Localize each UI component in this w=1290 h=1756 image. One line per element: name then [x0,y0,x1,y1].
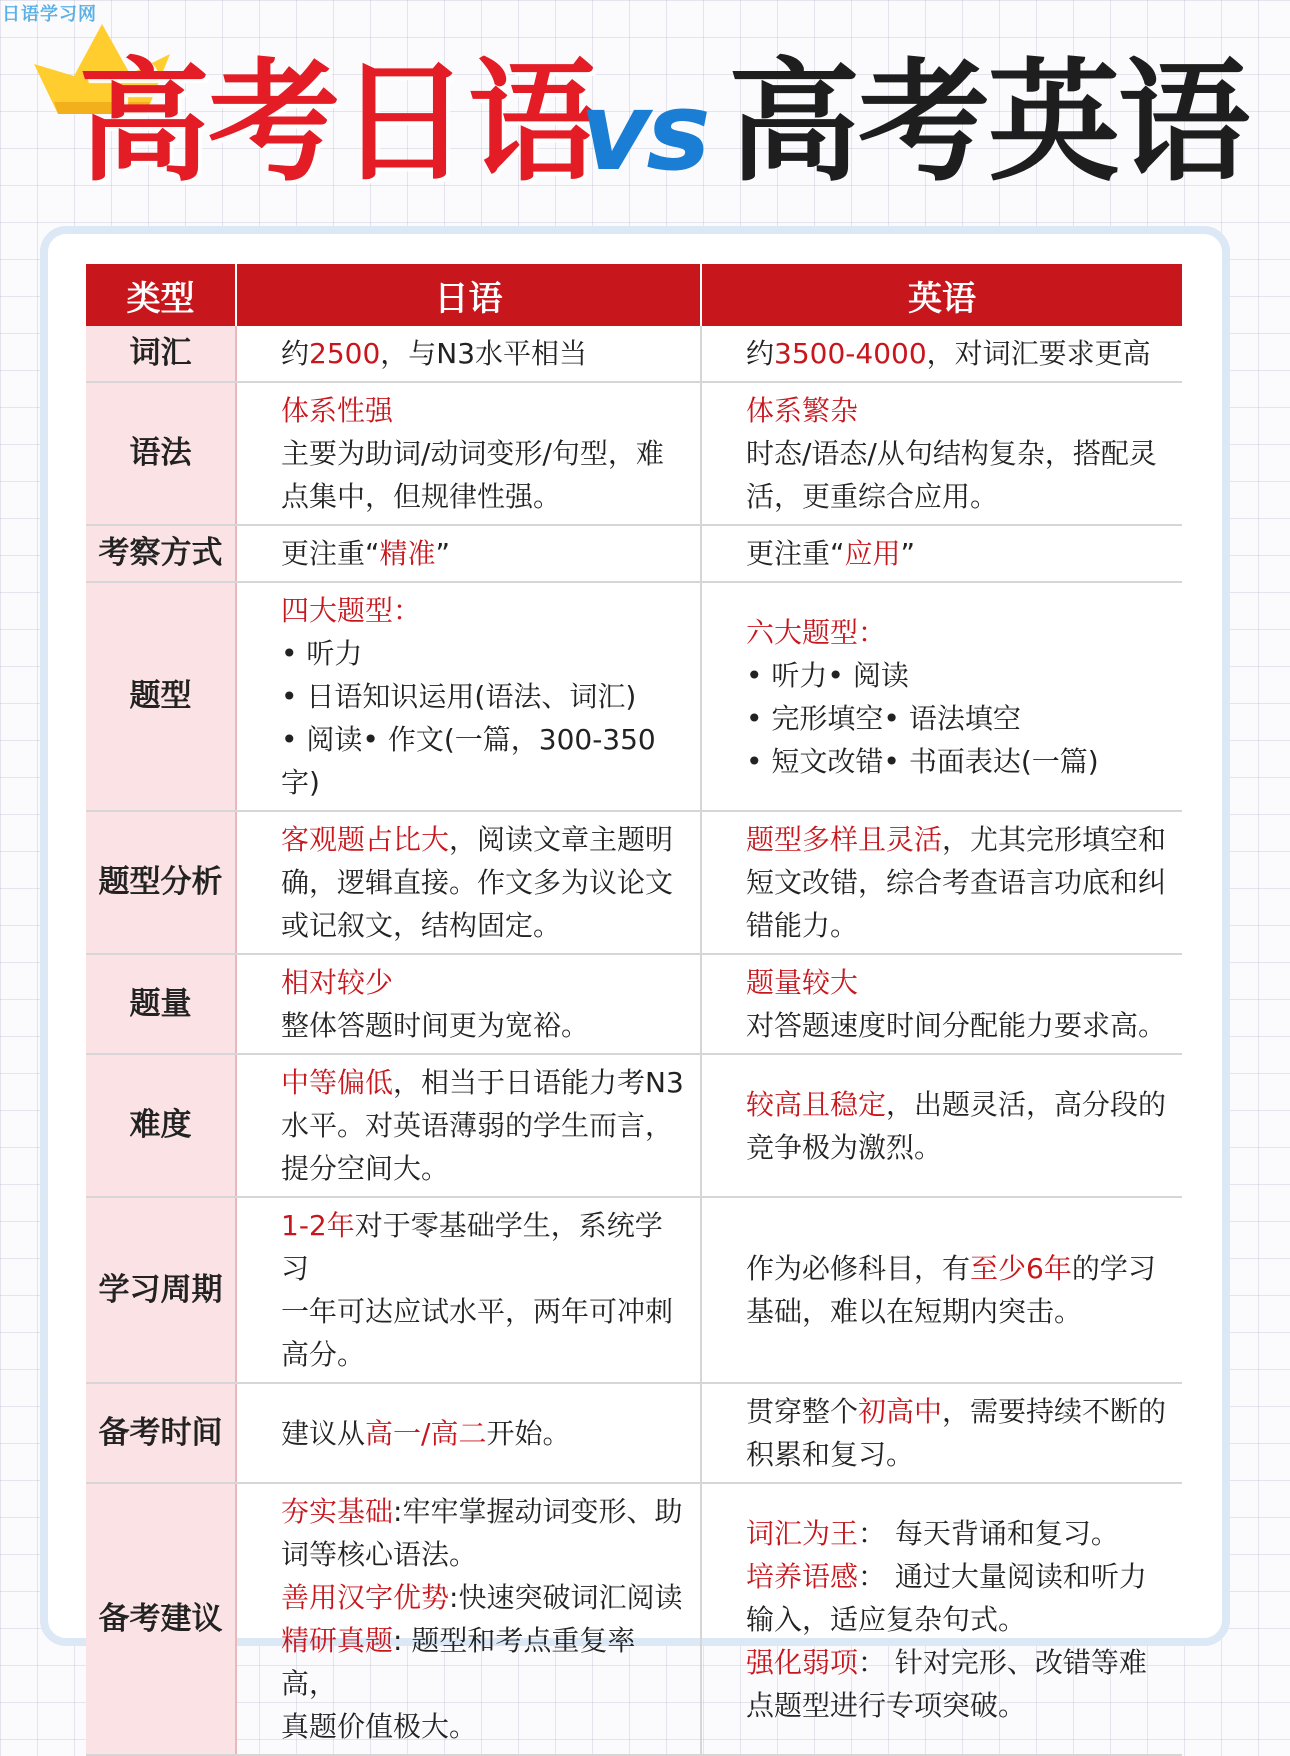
japanese-cell [236,954,701,1054]
watermark: 日语学习网 [2,4,97,25]
cell-text: 整体答题时间更为宽裕。 [281,1009,590,1042]
cell-text: 对于零基础学生，系统学习 [281,1209,663,1285]
cell-line [281,1533,690,1576]
cell-text: • 听力• 阅读 [746,658,909,692]
cell-line [281,332,690,375]
highlight-text: 善用汉字优势 [281,1581,450,1614]
cell-text: :牢牢掌握动词变形、助 [393,1495,683,1528]
cell-line [746,1390,1172,1433]
cell-line [746,1083,1172,1126]
cell-line [281,1004,690,1047]
cell-line [281,1412,690,1455]
cell-text: 更注重“ [281,537,380,570]
cell-line [746,1598,1172,1641]
cell-text: ” [900,537,916,570]
japanese-cell [236,1054,701,1197]
cell-line [746,697,1172,740]
table-row [86,1054,1182,1197]
cell-text: 约 [746,337,775,370]
japanese-cell [236,326,701,382]
title-japanese: 高考日语 [78,46,598,200]
english-cell [701,954,1182,1054]
highlight-text: 精研真题 [281,1624,394,1657]
highlight-text: 客观题占比大 [281,823,450,856]
cell-text: ，尤其完形填空和 [942,823,1167,856]
highlight-text: 题量较大 [746,966,859,999]
highlight-text: 六大题型： [746,615,887,649]
cell-line [746,961,1172,1004]
cell-text: ： 通过大量阅读和听力 [858,1559,1147,1593]
cell-text: ” [435,537,451,570]
cell-line [746,1126,1172,1169]
row-category: 题型分析 [86,811,236,954]
cell-line [746,904,1172,947]
table-row [86,1483,1182,1755]
cell-line [281,904,690,947]
cell-text: 输入，适应复杂句式。 [746,1602,1027,1636]
japanese-cell [236,525,701,582]
cell-text: 点题型进行专项突破。 [746,1688,1027,1722]
cell-line [746,532,1172,575]
highlight-text: 强化弱项 [746,1645,859,1679]
highlight-text: 3500-4000 [774,337,927,370]
cell-text: 建议从 [281,1416,366,1450]
comparison-card [40,226,1230,1743]
highlight-text: 精准 [379,537,436,570]
cell-text: ，需要持续不断的 [942,1395,1167,1428]
cell-line [746,818,1172,861]
title-vs: vs [580,70,707,195]
cell-text: 基础，难以在短期内突击。 [746,1295,1083,1328]
cell-text: ： 针对完形、改错等难 [858,1645,1147,1679]
title-english: 高考英语 [728,46,1248,200]
highlight-text: 2500 [309,337,381,370]
cell-line [746,654,1172,697]
cell-text: 短文改错，综合考查语言功底和纠 [746,866,1167,899]
japanese-cell [236,582,701,811]
cell-text: 时态/语态/从句结构复杂，搭配灵 [746,437,1157,470]
cell-line [746,611,1172,654]
cell-text: • 短文改错• 书面表达(一篇) [746,744,1099,778]
cell-line [746,1555,1172,1598]
highlight-text: 高一/高二 [365,1416,487,1450]
cell-line [281,1061,690,1104]
cell-text: 词等核心语法。 [281,1538,478,1571]
cell-text: • 阅读• 作文(一篇，300-350字) [281,723,656,799]
highlight-text: 至少6年 [970,1252,1072,1285]
highlight-text: 词汇为王 [746,1516,859,1550]
cell-line [281,1619,690,1705]
row-category: 备考建议 [86,1483,236,1755]
english-cell [701,811,1182,954]
table-row [86,326,1182,382]
cell-text: ，出题灵活，高分段的 [886,1087,1167,1121]
highlight-text: 培养语感 [746,1559,859,1593]
cell-text: 水平。对英语薄弱的学生而言， [281,1109,674,1142]
cell-line [281,718,690,804]
row-category: 考察方式 [86,525,236,582]
table-row [86,1197,1182,1383]
cell-line [281,432,690,475]
row-category: 语法 [86,382,236,525]
table-row [86,382,1182,525]
cell-text: 约 [281,337,310,370]
cell-line [281,1333,690,1376]
japanese-cell [236,811,701,954]
english-cell [701,326,1182,382]
cell-line [281,818,690,861]
english-cell [701,382,1182,525]
cell-line [281,1147,690,1190]
header-japanese: 日语 [236,264,701,326]
highlight-text: 1-2年 [281,1209,355,1242]
cell-text: ，与N3水平相当 [380,337,588,370]
cell-text: 对答题速度时间分配能力要求高。 [746,1009,1167,1042]
highlight-text: 中等偏低 [281,1066,394,1099]
cell-line [281,675,690,718]
row-category: 难度 [86,1054,236,1197]
row-category: 词汇 [86,326,236,382]
cell-text: 贯穿整个 [746,1395,859,1428]
cell-text: :快速突破词汇阅读 [449,1581,683,1614]
cell-line [281,532,690,575]
english-cell [701,1483,1182,1755]
cell-text: ，对词汇要求更高 [926,337,1151,370]
cell-text: 或记叙文，结构固定。 [281,909,562,942]
page-title [0,48,1290,198]
japanese-cell [236,1383,701,1483]
cell-line [746,1684,1172,1727]
cell-text: 真题价值极大。 [281,1710,478,1743]
table-row [86,1383,1182,1483]
cell-line [281,861,690,904]
english-cell [701,1383,1182,1483]
cell-line [746,740,1172,783]
cell-text: • 听力 [281,637,363,670]
cell-text: 点集中，但规律性强。 [281,480,562,513]
cell-line [281,632,690,675]
cell-line [746,1004,1172,1047]
table-row [86,525,1182,582]
cell-text: ，相当于日语能力考N3 [393,1066,684,1099]
cell-line [281,1576,690,1619]
highlight-text: 夯实基础 [281,1495,394,1528]
cell-line [746,332,1172,375]
cell-line [746,1641,1172,1684]
highlight-text: 应用 [844,537,901,570]
cell-line [281,1104,690,1147]
cell-text: 确，逻辑直接。作文多为议论文 [281,866,674,899]
cell-line [746,861,1172,904]
table-header-row [86,264,1182,326]
row-category: 题量 [86,954,236,1054]
cell-line [746,475,1172,518]
english-cell [701,525,1182,582]
table-row [86,954,1182,1054]
cell-text: : 题型和考点重复率高， [281,1624,636,1700]
cell-text: • 完形填空• 语法填空 [746,701,1021,735]
table-row [86,582,1182,811]
english-cell [701,1054,1182,1197]
cell-text: 更注重“ [746,537,845,570]
cell-line [281,1290,690,1333]
japanese-cell [236,382,701,525]
highlight-text: 相对较少 [281,966,394,999]
highlight-text: 体系繁杂 [746,394,859,427]
header-category: 类型 [86,264,236,326]
header-english: 英语 [701,264,1182,326]
cell-text: 的学习 [1071,1252,1156,1285]
cell-text: 一年可达应试水平，两年可冲刺 [281,1295,674,1328]
cell-text: • 日语知识运用(语法、词汇) [281,680,637,713]
highlight-text: 四大题型： [281,594,422,627]
highlight-text: 体系性强 [281,394,394,427]
comparison-table [86,264,1182,1756]
cell-text: 活，更重综合应用。 [746,480,999,513]
cell-line [281,589,690,632]
cell-text: 积累和复习。 [746,1438,915,1471]
cell-line [281,389,690,432]
japanese-cell [236,1483,701,1755]
table-row [86,811,1182,954]
cell-text: 开始。 [486,1416,571,1450]
highlight-text: 题型多样且灵活 [746,823,943,856]
cell-text: 错能力。 [746,909,859,942]
cell-text: 作为必修科目，有 [746,1252,971,1285]
cell-text: 主要为助词/动词变形/句型，难 [281,437,664,470]
cell-line [746,1290,1172,1333]
cell-line [281,1204,690,1290]
cell-text: ，阅读文章主题明 [449,823,674,856]
cell-text: 高分。 [281,1338,366,1371]
cell-line [746,1433,1172,1476]
cell-line [746,1247,1172,1290]
cell-line [281,475,690,518]
english-cell [701,582,1182,811]
row-category: 学习周期 [86,1197,236,1383]
cell-text: 竞争极为激烈。 [746,1130,943,1164]
highlight-text: 较高且稳定 [746,1087,887,1121]
cell-line [281,961,690,1004]
cell-line [746,432,1172,475]
highlight-text: 初高中 [858,1395,943,1428]
japanese-cell [236,1197,701,1383]
cell-line [746,389,1172,432]
cell-line [746,1512,1172,1555]
cell-line [281,1705,690,1748]
row-category: 题型 [86,582,236,811]
cell-text: ： 每天背诵和复习。 [858,1516,1119,1550]
english-cell [701,1197,1182,1383]
cell-text: 提分空间大。 [281,1152,450,1185]
cell-line [281,1490,690,1533]
row-category: 备考时间 [86,1383,236,1483]
